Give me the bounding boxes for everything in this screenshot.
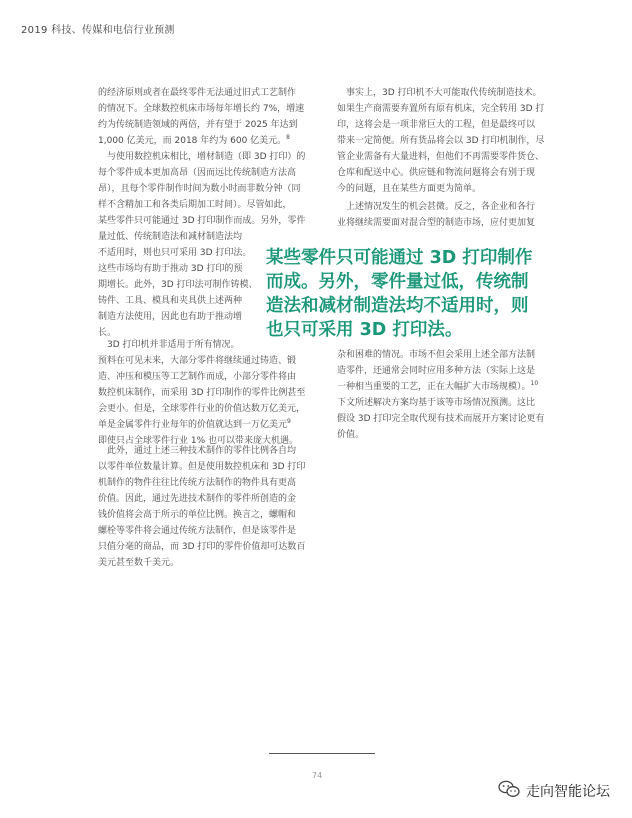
text-line: 业将继续需要面对混合型的制造市场，应付更加复 [337, 218, 536, 228]
watermark [498, 780, 610, 802]
text-line: 仓库和配送中心。供应链和物流问题将会有别于现 [337, 168, 536, 178]
text-line: 钱价值将会高于所示的单位比例。换言之，螺帽和 [98, 510, 297, 520]
text-line: 价值。 [337, 430, 365, 440]
text-line: 下文所述解决方案均基于该等市场情况预测。这比 [337, 398, 536, 408]
left-paragraph-4 [98, 443, 324, 571]
text-line: 管企业需备有大量进料，但他们不再需要零件货仓、 [337, 152, 545, 162]
text-line: 美元甚至数千美元。 [98, 558, 180, 568]
text-line: 如果生产商需要弃置所有原有机床，完全转用 3D 打 [337, 104, 545, 114]
text-line: 以零件单位数量计算。但是使用数控机床和 3D 打印 [98, 462, 306, 472]
footnote-ref: 9 [287, 418, 291, 425]
watermark-text: 走向智能论坛 [526, 784, 610, 800]
text-line: 的经济原则或者在最终零件无法通过旧式工艺制作 [98, 88, 297, 98]
text-line: 样不含精加工和各类后期加工时间）。尽管如此， [98, 200, 292, 210]
text-line: 数控机床制作，而采用 3D 打印制作的零件比例甚至 [98, 388, 306, 398]
text-line: 印，这将会是一项非常巨大的工程，但是最终可以 [337, 120, 536, 130]
page-number: 74 [312, 771, 323, 780]
text-line: 这些市场均有助于推动 3D 打印的预 [98, 264, 243, 274]
text-line: 一种相当重要的工艺，正在大幅扩大市场规模）。 [337, 382, 531, 392]
text-line: 假设 3D 打印完全取代现有技术而展开方案讨论更有 [337, 414, 545, 424]
pull-quote-line: 而成。另外，零件量过低，传统制 [266, 272, 529, 292]
text-line: 昂），且每个零件制作时间为数小时而非数分钟（同 [98, 184, 301, 194]
text-line: 造、冲压和模压等工艺制作而成，小部分零件将由 [98, 372, 297, 382]
text-line: 量过低、传统制造法和减材制造法均 [98, 232, 243, 242]
text-line: 3D 打印机并非适用于所有情况。 [107, 340, 240, 350]
text-line: 每个零件成本更加高昂（因而远比传统制造方法高 [98, 168, 297, 178]
text-line: 约为传统制造领域的两倍，并有望于 2025 年达到 [98, 120, 298, 130]
wechat-icon [498, 780, 520, 802]
left-paragraph-1 [98, 85, 316, 149]
text-line: 铸件、工具、模具和夹具供上述两种 [98, 296, 243, 306]
pull-quote-line: 某些零件只可能通过 3D 打印制作 [266, 248, 533, 268]
footer-rule [269, 753, 375, 754]
footnote-ref: 8 [286, 134, 290, 141]
text-line: 单是金属零件行业每年的价值就达到一万亿美元 [98, 420, 288, 430]
text-line: 螺栓等零件将会通过传统方法制作，但是该零件是 [98, 526, 297, 536]
pull-quote-line: 造法和减材制造法均不适用时，则 [266, 296, 529, 316]
text-line: 与使用数控机床相比，增材制造（即 3D 打印）的 [107, 152, 306, 162]
text-line: 只值分毫的商品，而 3D 打印的零件价值却可达数百 [98, 542, 306, 552]
right-paragraph-2 [337, 199, 563, 231]
text-line: 某些零件只可能通过 3D 打印制作而成。另外，零件 [98, 216, 306, 226]
text-line: 上述情况发生的机会甚微。反之，各企业和各行 [346, 202, 536, 212]
text-line: 预料在可见未来，大部分零件将继续通过铸造、锻 [98, 356, 297, 366]
text-line: 1,000 亿美元，而 2018 年约为 600 亿美元。 [98, 136, 287, 146]
text-line: 即使只占全球零件行业 1% 也可以带来庞大机遇。 [98, 436, 299, 446]
text-line: 期增长。此外，3D 打印法可制作铸模、 [98, 280, 258, 290]
running-header: 2019 科技、传媒和电信行业预测 [21, 25, 175, 36]
text-line: 价值。因此，通过先进技术制作的零件所创造的金 [98, 494, 297, 504]
text-line: 今的问题，且在某些方面更为简单。 [337, 184, 482, 194]
text-line: 长。 [98, 328, 117, 338]
text-line: 事实上，3D 打印机不大可能取代传统制造技术。 [346, 88, 542, 98]
text-line: 带来一定简便。所有货品将会以 3D 打印机制作，尽 [337, 136, 545, 146]
text-line: 造零件，还通常会同时应用多种方法（实际上这是 [337, 366, 536, 376]
pull-quote-line: 也只可采用 3D 打印法。 [266, 320, 463, 340]
text-line: 制造方法使用，因此也有助于推动增 [98, 312, 243, 322]
text-line: 会更小。但是，全球零件行业的价值达数万亿美元， [98, 404, 306, 414]
text-line: 杂和困难的情况。市场不但会采用上述全部方法制 [337, 350, 536, 360]
pull-quote [266, 246, 576, 342]
text-line: 的情况下。全球数控机床市场每年增长约 7%，增速 [98, 104, 305, 114]
right-paragraph-1 [337, 85, 563, 197]
text-line: 此外，通过上述三种技术制作的零件比例各自均 [107, 446, 297, 456]
text-line: 机制作的物件往往比传统方法制作的物件具有更高 [98, 478, 297, 488]
left-paragraph-3 [98, 337, 324, 449]
right-paragraph-3 [337, 347, 563, 443]
footnote-ref: 10 [530, 380, 539, 387]
text-line: 不适用时，则也只可采用 3D 打印法。 [98, 248, 252, 258]
